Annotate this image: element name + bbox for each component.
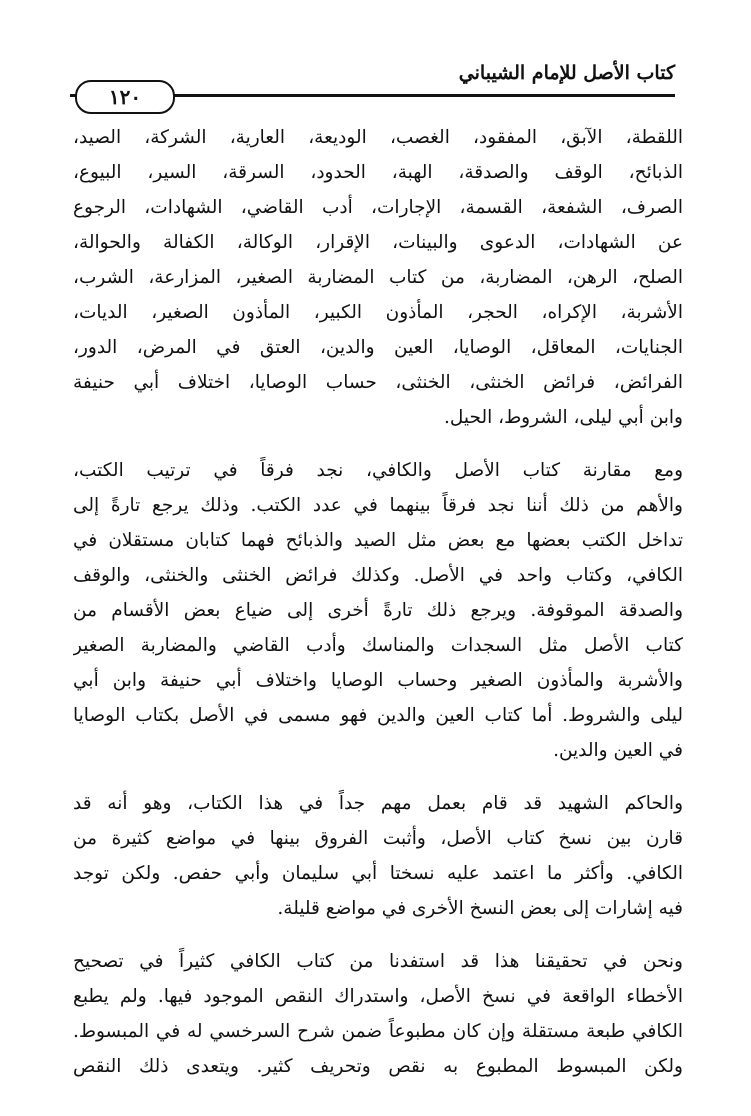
- text-line: كتاب الأصل مثل السجدات والمناسك وأدب القاضي والمضاربة الصغير: [73, 635, 683, 656]
- text-line: الكافي طبعة مستقلة وإن كان مطبوعاً ضمن شرح السرخسي له في المبسوط.: [73, 1021, 683, 1042]
- text-line: والأهم من ذلك أننا نجد فرقاً بينهما في عدد الكتب. وذلك يرجع تارةً إلى: [73, 495, 683, 516]
- text-line: في العين والدين.: [553, 740, 683, 761]
- paragraph-book-list: [73, 120, 683, 435]
- text-line: ولكن المبسوط المطبوع به نقص وتحريف كثير. ويتعدى ذلك النقص: [73, 1056, 683, 1077]
- text-line: الكافي، وكتاب واحد في الأصل. وكذلك فرائض الخنثى والخنثى، والوقف: [73, 565, 683, 586]
- text-line: الفرائض، فرائض الخنثى، الخنثى، حساب الوصايا، اختلاف أبي حنيفة: [73, 372, 683, 393]
- page-number: ١٢٠: [75, 80, 175, 114]
- text-line: تداخل الكتب بعضها مع بعض مثل الصيد والذبائح فهما كتابان مستقلان في: [73, 530, 683, 551]
- page-header: [70, 62, 675, 122]
- paragraph-hakim-shahid: [73, 786, 683, 926]
- text-line: الذبائح، الوقف والصدقة، الهبة، الحدود، السرقة، السير، البيوع،: [73, 162, 683, 183]
- text-line: وابن أبي ليلى، الشروط، الحيل.: [444, 407, 683, 428]
- running-title: كتاب الأصل للإمام الشيباني: [458, 62, 675, 84]
- text-line: الصلح، الرهن، المضاربة، من كتاب المضاربة الصغير، المزارعة، الشرب،: [73, 267, 683, 288]
- text-line: والحاكم الشهيد قد قام بعمل مهم جداً في هذا الكتاب، وهو أنه قد: [73, 793, 683, 814]
- text-line: اللقطة، الآبق، المفقود، الغصب، الوديعة، العارية، الشركة، الصيد،: [73, 127, 683, 148]
- text-line: والصدقة الموقوفة. ويرجع ذلك تارةً أخرى إلى ضياع بعض الأقسام من: [73, 600, 683, 621]
- paragraph-comparison: [73, 453, 683, 768]
- text-line: الكافي. وأكثر ما اعتمد عليه نسختا أبي سليمان وأبي حفص. ولكن توجد: [73, 863, 683, 884]
- text-line: الجنايات، المعاقل، الوصايا، العين والدين، العتق في المرض، الدور،: [73, 337, 683, 358]
- paragraph-our-edition: [73, 944, 683, 1084]
- text-line: فيه إشارات إلى بعض النسخ الأخرى في مواضع قليلة.: [277, 898, 683, 919]
- text-line: ليلى والشروط. أما كتاب العين والدين فهو مسمى في الأصل بكتاب الوصايا: [73, 705, 683, 726]
- text-line: الأخطاء الواقعة في نسخ الأصل، واستدراك النقص الموجود فيها. ولم يطبع: [73, 986, 683, 1007]
- text-line: عن الشهادات، الدعوى والبينات، الإقرار، الوكالة، الكفالة والحوالة،: [73, 232, 683, 253]
- body-text: [73, 120, 683, 1102]
- text-line: ونحن في تحقيقنا هذا قد استفدنا من كتاب الكافي كثيراً في تصحيح: [73, 951, 683, 972]
- text-line: والأشربة والمأذون الصغير وحساب الوصايا واختلاف أبي حنيفة وابن أبي: [73, 670, 683, 691]
- text-line: الصرف، الشفعة، القسمة، الإجارات، أدب القاضي، الشهادات، الرجوع: [73, 197, 683, 218]
- text-line: ومع مقارنة كتاب الأصل والكافي، نجد فرقاً في ترتيب الكتب،: [73, 460, 683, 481]
- text-line: قارن بين نسخ كتاب الأصل، وأثبت الفروق بينها في مواضع كثيرة من: [73, 828, 683, 849]
- text-line: الأشربة، الإكراه، الحجر، المأذون الكبير، المأذون الصغير، الديات،: [73, 302, 683, 323]
